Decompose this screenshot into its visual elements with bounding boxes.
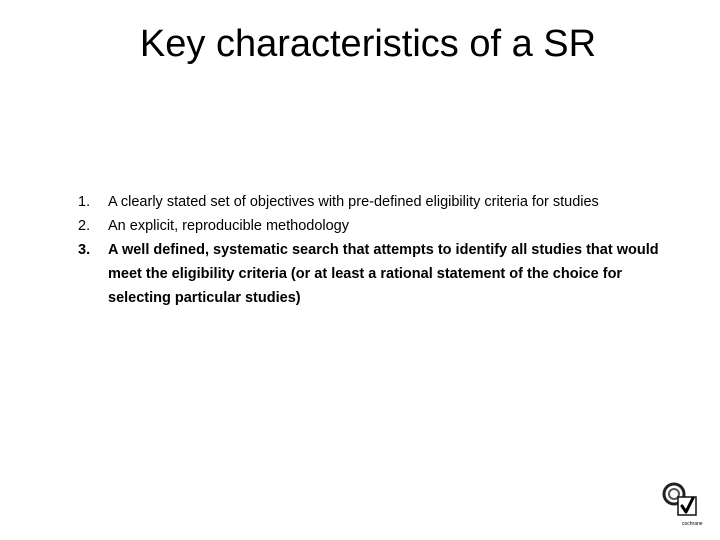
logo-wordmark: cochrane bbox=[682, 521, 703, 527]
list-item-number: 3. bbox=[78, 242, 91, 258]
cochrane-logo-icon bbox=[660, 482, 704, 528]
list-item-text: A well defined, systematic search that attempts to identify all studies that would meet the eligibility criteria (or at least a rational statement of the choice for selecting particular studies) bbox=[108, 242, 659, 306]
list-item bbox=[78, 190, 678, 214]
characteristics-list bbox=[78, 190, 678, 310]
list-item-text: A clearly stated set of objectives with pre-defined eligibility criteria for studies bbox=[108, 194, 599, 210]
list-item-number: 2. bbox=[78, 218, 91, 234]
list-item-text: An explicit, reproducible methodology bbox=[108, 218, 349, 234]
slide-title: Key characteristics of a SR bbox=[139, 23, 597, 65]
list-item bbox=[78, 214, 678, 238]
list-item bbox=[78, 238, 678, 310]
list-item-number: 1. bbox=[78, 194, 91, 210]
